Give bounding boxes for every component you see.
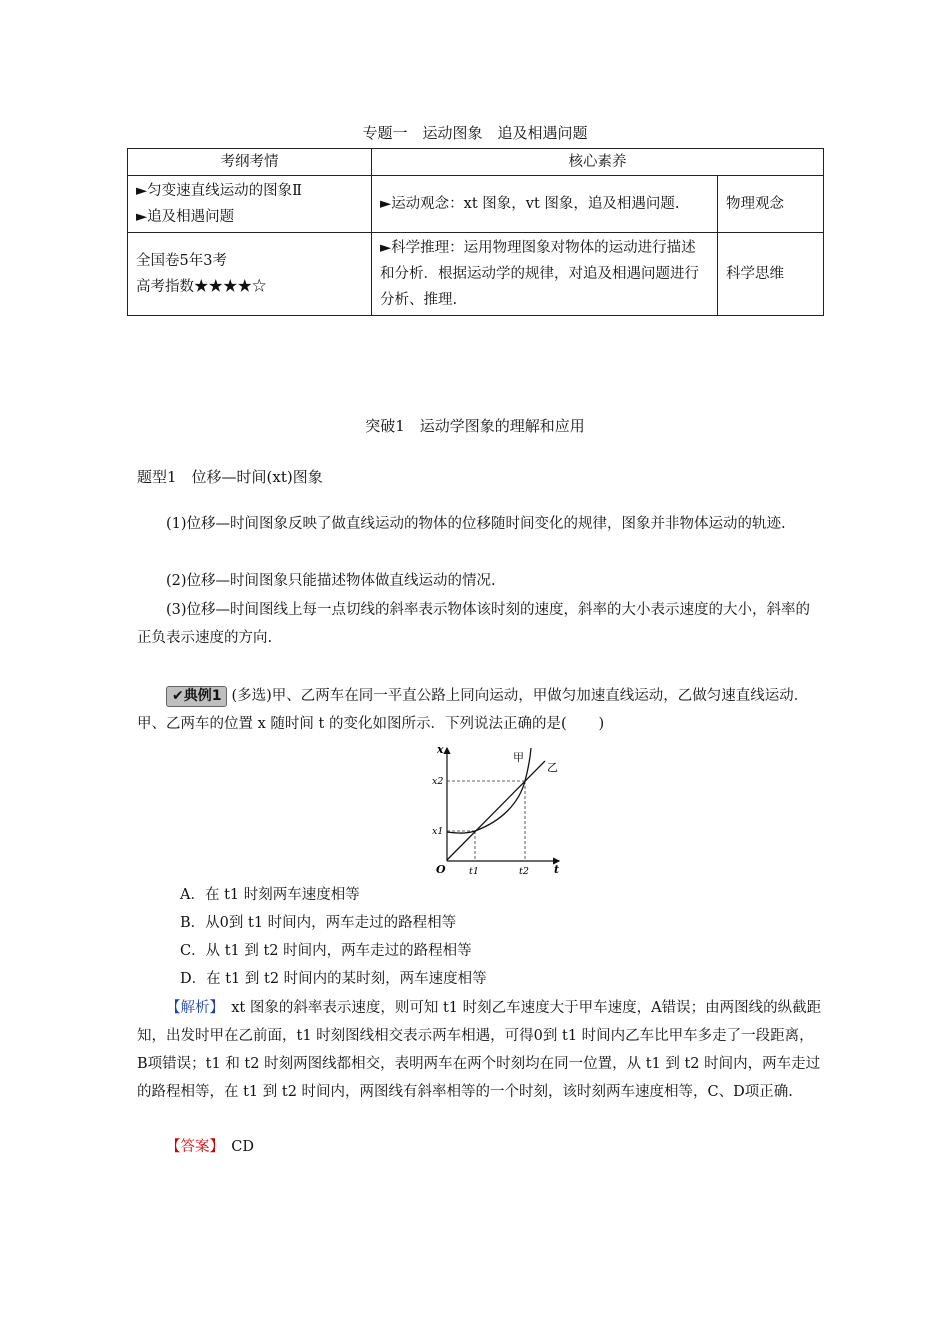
option-d: D．在 t1 到 t2 时间内的某时刻，两车速度相等 — [180, 971, 487, 987]
syllabus-table — [127, 148, 824, 316]
analysis-paragraph — [137, 994, 823, 1106]
analysis-text: xt 图象的斜率表示速度，则可知 t1 时刻乙车速度大于甲车速度，A错误；由两图线的纵截距知，出发时甲在乙前面，t1 时刻图线相交表示两车相遇，可得0到 t1 时间内乙车比甲车多走了一段距离，B项错误；t1 和 t2 时刻两图线都相交，表明两车在两个时刻均在同一位置，从 t1 到 t2 时间内，两车走过的路程相等，在 t1 到 t2 时间内，两图线有斜率相等的一个时刻，该时刻两车速度相等，C、D项正确. — [137, 1000, 822, 1100]
curve-label-jia: 甲 — [513, 751, 524, 764]
answer-tag: 【答案】 — [166, 1139, 217, 1155]
page-title: 专题一 运动图象 追及相遇问题 — [362, 124, 588, 142]
table-cell: 全国卷5年3考 高考指数★★★★☆ — [128, 233, 372, 316]
tick-label-t1: t1 — [469, 866, 479, 877]
table-cell: 科学思维 — [718, 233, 824, 316]
option-b: B．从0到 t1 时间内，两车走过的路程相等 — [180, 915, 457, 931]
table-cell: ►运动观念：xt 图象，vt 图象，追及相遇问题. — [372, 176, 718, 233]
axis-label-x: t — [554, 863, 560, 876]
example-close-paren: ) — [598, 716, 605, 732]
point-paragraph: (3)位移—时间图线上每一点切线的斜率表示物体该时刻的速度，斜率的大小表示速度的大小，斜率的正负表示速度的方向. — [137, 602, 811, 646]
table-header-row — [128, 149, 824, 176]
tick-label-t2: t2 — [519, 866, 529, 877]
curve-label-yi: 乙 — [547, 761, 558, 774]
table-cell: 物理观念 — [718, 176, 824, 233]
origin-label: O — [436, 863, 446, 876]
tick-label-x2: x2 — [432, 776, 444, 787]
table-header-cell: 考纲考情 — [128, 149, 372, 176]
point-paragraph: (2)位移—时间图象只能描述物体做直线运动的情况. — [166, 573, 496, 589]
point-paragraph: (1)位移—时间图象反映了做直线运动的物体的位移随时间变化的规律，图象并非物体运动的轨迹. — [166, 516, 786, 532]
section-title: 突破1 运动学图象的理解和应用 — [365, 417, 585, 435]
option-c: C．从 t1 到 t2 时间内，两车走过的路程相等 — [180, 943, 472, 959]
answer-value: CD — [231, 1139, 254, 1155]
option-a: A．在 t1 时刻两车速度相等 — [180, 887, 360, 903]
tick-label-x1: x1 — [432, 826, 444, 837]
xt-graph — [427, 743, 597, 878]
axis-label-y: x — [437, 743, 444, 756]
example-question — [137, 682, 823, 738]
example-badge: ✔典例1 — [166, 686, 227, 707]
example-text: (多选)甲、乙两车在同一平直公路上同向运动，甲做匀加速直线运动，乙做匀速直线运动．甲、乙两车的位置 x 随时间 t 的变化如图所示．下列说法正确的是( — [137, 688, 809, 732]
table-cell: ►匀变速直线运动的图象Ⅱ ►追及相遇问题 — [128, 176, 372, 233]
table-row — [128, 176, 824, 233]
table-cell: ►科学推理：运用物理图象对物体的运动进行描述和分析．根据运动学的规律，对追及相遇问题进行分析、推理. — [372, 233, 718, 316]
answer-line — [166, 1134, 254, 1160]
line-yi — [447, 761, 545, 860]
analysis-tag: 【解析】 — [166, 1000, 217, 1016]
table-header-cell: 核心素养 — [372, 149, 824, 176]
type-heading: 题型1 位移—时间(xt)图象 — [137, 468, 323, 486]
table-row — [128, 233, 824, 316]
